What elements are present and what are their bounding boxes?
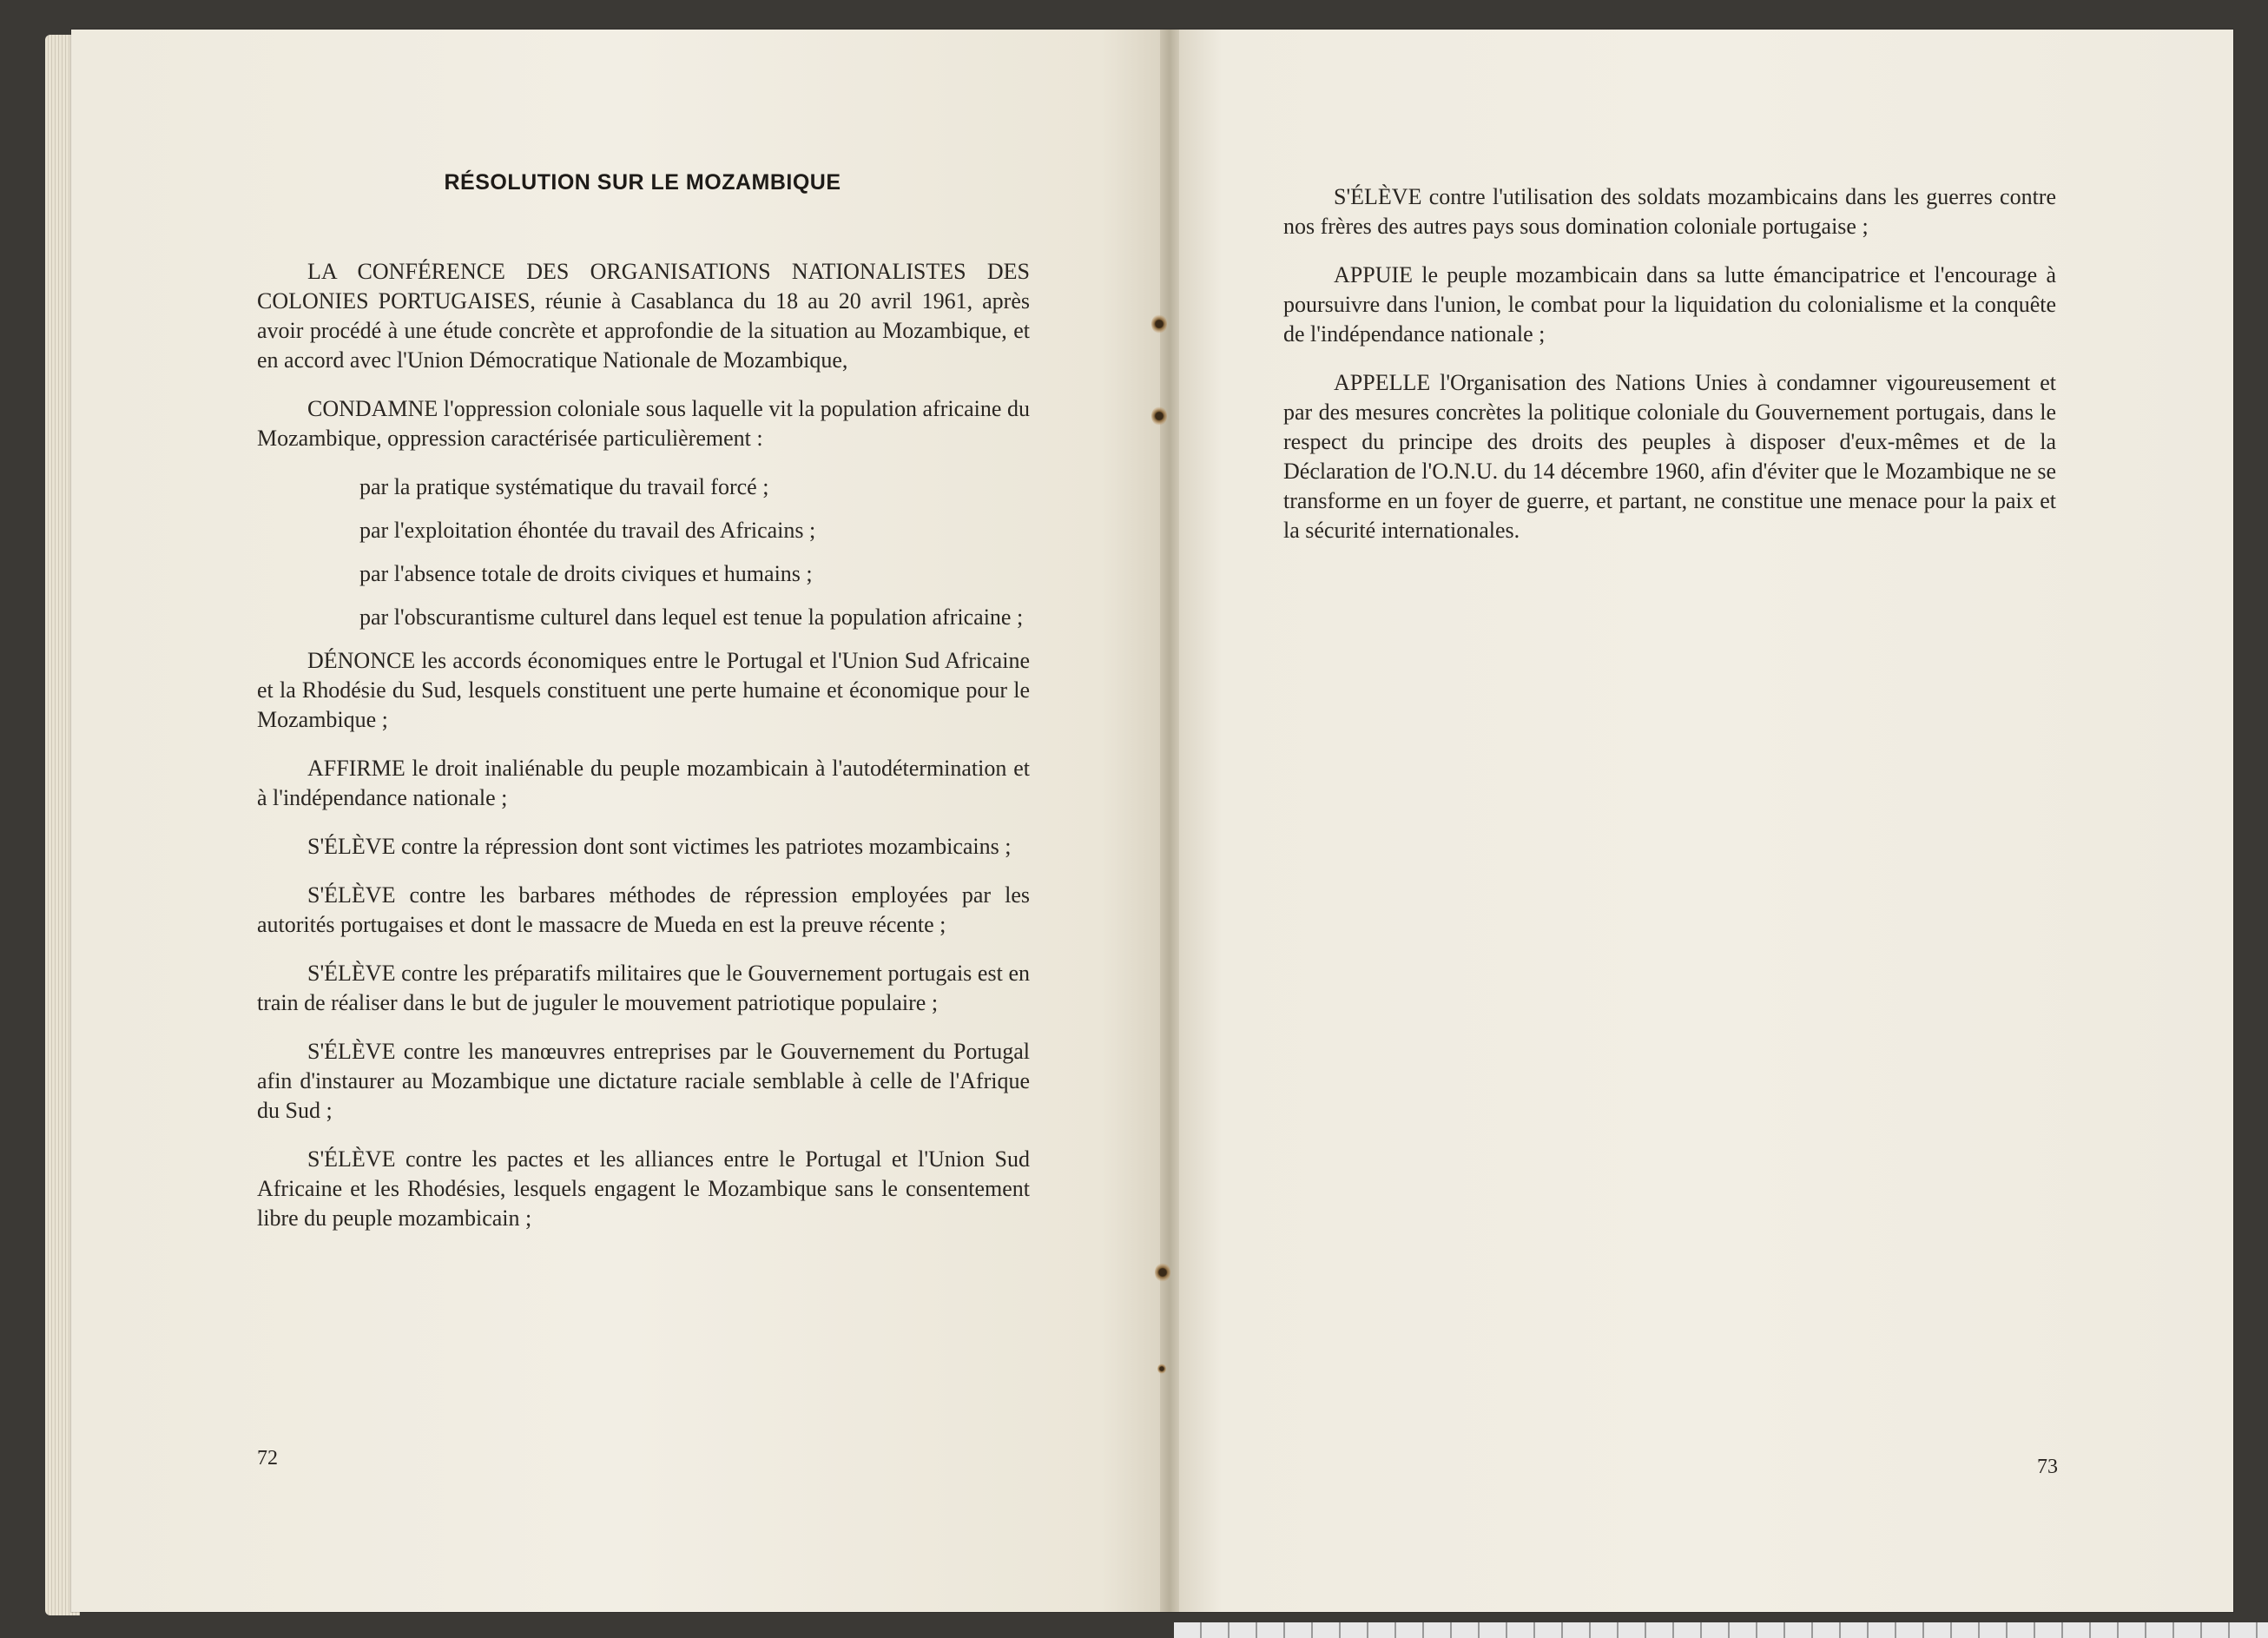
eleve-paragraph: S'ÉLÈVE contre les manœuvres entreprises par le Gouvernement du Portugal afin d'instaurer au Mozambique une dictature raciale semblable à celle de l'Afrique du Sud ; (257, 1039, 1030, 1123)
staple-hole-3 (1155, 1263, 1170, 1282)
right-page-number: 73 (2037, 1456, 2058, 1478)
staple-hole-2 (1151, 406, 1167, 426)
eleve-paragraph: S'ÉLÈVE contre les préparatifs militaires que le Gouvernement portugais est en train de réaliser dans le but de juguler le mouvement patriotique populaire ; (257, 961, 1030, 1015)
intro-paragraph: LA CONFÉRENCE DES ORGANISATIONS NATIONALISTES DES COLONIES PORTUGAISES, réunie à Casablanca du 18 au 20 avril 1961, après avoir procédé à une étude concrète et approfondie de la situation au Mozambique, et en accord avec l'Union Démocratique Nationale de Mozambique, (257, 259, 1030, 373)
list-item: par la pratique systématique du travail forcé ; (359, 474, 769, 499)
left-page-number: 72 (257, 1447, 278, 1470)
oppression-list (257, 472, 1030, 632)
eleve-paragraph: S'ÉLÈVE contre les pactes et les alliances entre le Portugal et l'Union Sud Africaine et les Rhodésies, lesquels engagent le Mozambique sans le consentement libre du peuple mozambicain ; (257, 1146, 1030, 1231)
staple-hole-1 (1151, 314, 1167, 334)
affirme-paragraph: AFFIRME le droit inaliénable du peuple mozambicain à l'autodétermination et à l'indépendance nationale ; (257, 756, 1030, 810)
book-gutter (1160, 30, 1179, 1612)
eleve-paragraph: S'ÉLÈVE contre les barbares méthodes de répression employées par les autorités portugaises et dont le massacre de Mueda en est la preuve récente ; (257, 882, 1030, 937)
list-item: par l'exploitation éhontée du travail des Africains ; (359, 518, 816, 543)
eleve-paragraph: S'ÉLÈVE contre la répression dont sont victimes les patriotes mozambicains ; (307, 834, 1012, 859)
list-item: par l'absence totale de droits civiques et humains ; (359, 561, 813, 586)
color-scale-strip (1174, 1622, 2268, 1638)
list-item: par l'obscurantisme culturel dans lequel est tenue la population africaine ; (359, 604, 1024, 630)
page-title: RÉSOLUTION SUR LE MOZAMBIQUE (444, 170, 841, 195)
right-column (1283, 182, 2056, 565)
appuie-paragraph: APPUIE le peuple mozambicain dans sa lutte émancipatrice et l'encourage à poursuivre dans l'union, le combat pour la liquidation du colonialisme et la conquête de l'indépendance nationale ; (1283, 262, 2056, 347)
staple-hole-4 (1157, 1364, 1166, 1374)
condamne-paragraph: CONDAMNE l'oppression coloniale sous laquelle vit la population africaine du Mozambique, oppression caractérisée particulièrement : (257, 396, 1030, 451)
left-column (257, 257, 1030, 1252)
appelle-paragraph: APPELLE l'Organisation des Nations Unies à condamner vigoureusement et par des mesures concrètes la politique coloniale du Gouvernement portugais, dans le respect du principe des droits des peuples à disposer d'eux-mêmes et de la Déclaration de l'O.N.U. du 14 décembre 1960, afin d'éviter que le Mozambique ne se transforme en un foyer de guerre, et partant, ne constitue une menace pour la paix et la sécurité internationales. (1283, 370, 2056, 543)
denonce-paragraph: DÉNONCE les accords économiques entre le Portugal et l'Union Sud Africaine et la Rhodésie du Sud, lesquels constituent une perte humaine et économique pour le Mozambique ; (257, 648, 1030, 732)
eleve-paragraph: S'ÉLÈVE contre l'utilisation des soldats mozambicains dans les guerres contre nos frères des autres pays sous domination coloniale portugaise ; (1283, 184, 2056, 239)
